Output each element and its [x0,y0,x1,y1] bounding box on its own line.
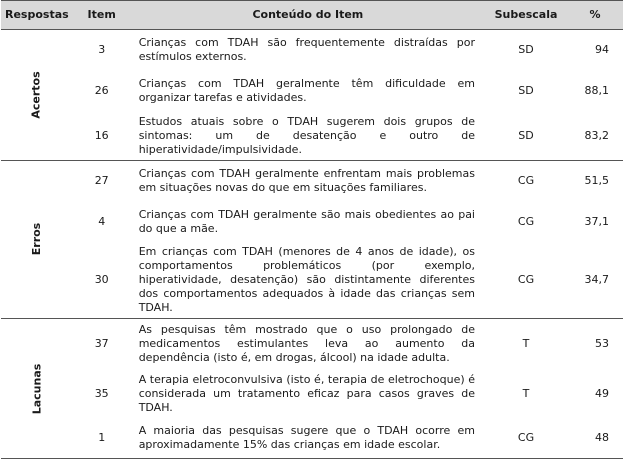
results-table [1,0,623,459]
item-cell: 3 [98,43,106,57]
subscale-cell: SD [485,112,567,161]
pct-cell: 49 [595,386,609,400]
header-pct: % [567,1,623,30]
subscale-cell: T [522,337,530,351]
group-cell [1,160,73,319]
subscale-cell: CG [485,418,567,459]
group-label: Lacunas [29,363,43,414]
header-row [1,1,623,30]
item-cell: 37 [94,337,109,351]
content-cell: Crianças com TDAH geralmente têm dificuldade em organizar tarefas e atividades. [138,77,475,104]
content-cell: A terapia eletroconvulsiva (isto é, terapia de eletrochoque) é considerada um tratamento eficaz para casos graves de TDAH. [138,372,475,414]
pct-cell: 48 [567,418,623,459]
pct-cell: 88,1 [584,84,609,97]
table-row [1,112,623,161]
content-cell: Estudos atuais sobre o TDAH sugerem dois grupos de sintomas: um de desatenção e outro de hiperatividade/impulsividade. [131,112,485,161]
table-row [1,370,623,418]
subscale-cell: T [522,386,530,400]
item-cell: 27 [94,173,109,187]
content-cell: Crianças com TDAH geralmente enfrentam mais problemas em situações novas do que em situações familiares. [138,166,475,194]
pct-cell: 37,1 [584,214,609,228]
header-conteudo: Conteúdo do Item [131,1,485,30]
group-label: Acertos [29,71,43,119]
group-cell [1,319,73,459]
subscale-cell: CG [485,242,567,319]
item-cell: 4 [98,214,106,228]
group-cell [1,30,73,161]
subscale-cell: SD [518,43,534,57]
pct-cell: 83,2 [567,112,623,161]
table-row [1,319,623,370]
item-cell: 35 [94,386,109,400]
table-row [1,160,623,201]
content-cell: Em crianças com TDAH (menores de 4 anos de idade), os comportamentos problemáticos (por exemplo, hiperatividade, desatenção) são distintamente diferentes dos comportamentos adequados à idade das crianças sem TDAH. [131,242,485,319]
item-cell: 16 [73,112,131,161]
content-cell: Crianças com TDAH são frequentemente distraídas por estímulos externos. [138,36,475,64]
table-row [1,418,623,459]
content-cell: Crianças com TDAH geralmente são mais obedientes ao pai do que a mãe. [138,207,475,235]
table-row [1,242,623,319]
content-cell: As pesquisas têm mostrado que o uso prolongado de medicamentos estimulantes leva ao aumento da dependência (isto é, em drogas, álcool) na idade adulta. [138,323,475,365]
pct-cell: 51,5 [584,173,609,187]
pct-cell: 53 [595,337,609,351]
group-label: Erros [29,223,43,256]
content-cell: A maioria das pesquisas sugere que o TDAH ocorre em aproximadamente 15% das crianças em idade escolar. [131,418,485,459]
pct-cell: 94 [595,43,609,57]
item-cell: 1 [73,418,131,459]
header-subescala: Subescala [485,1,567,30]
header-item: Item [73,1,131,30]
item-cell: 26 [94,84,109,97]
header-respostas: Respostas [1,1,73,30]
pct-cell: 34,7 [567,242,623,319]
item-cell: 30 [73,242,131,319]
subscale-cell: CG [517,214,535,228]
table-row [1,71,623,112]
table-row [1,201,623,242]
subscale-cell: SD [518,84,534,97]
subscale-cell: CG [517,173,535,187]
table-row [1,30,623,71]
